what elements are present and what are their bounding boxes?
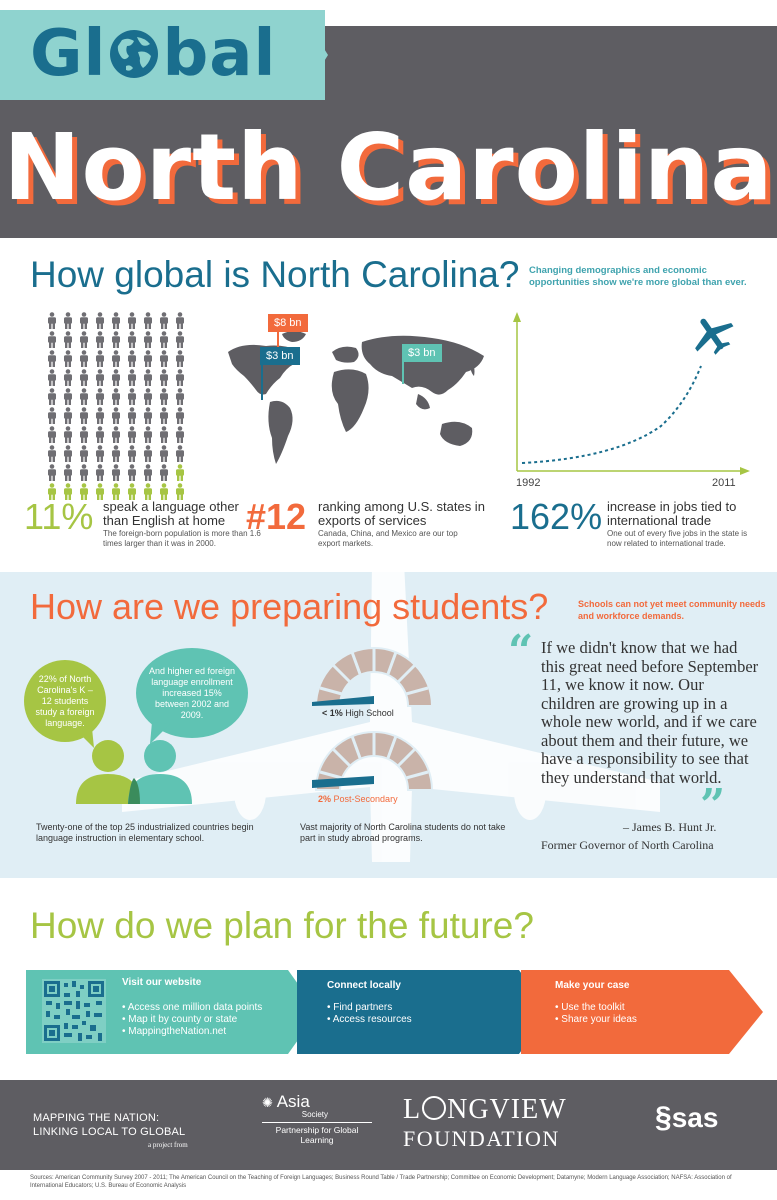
chart-trend-line: [522, 366, 701, 463]
person-icon: [78, 388, 90, 405]
stat-exports-note: Canada, China, and Mexico are our top export markets.: [318, 529, 458, 548]
person-icon: [126, 369, 138, 386]
global-suffix: bal: [162, 17, 277, 91]
person-icon: [142, 312, 154, 329]
sources-footnote: Sources: American Community Survey 2007 - 2011; The American Council on the Teaching of Foreign Languages; Business Round Table / Trade Partnership; Committee on Economic Development; Datamyne; Modern Language Association; NAFSA: Association of International Educators; U.S. Bureau of Economic Analysis: [30, 1175, 732, 1189]
person-icon: [94, 426, 106, 443]
person-icon: [46, 445, 58, 462]
section1-heading: How global is North Carolina?: [30, 254, 520, 295]
stat-jobs-note: One out of every five jobs in the state is now related to international trade.: [607, 529, 748, 548]
export-flag-3bn-asia: $3 bn: [402, 344, 442, 362]
chart-x-axis-arrow: [740, 467, 750, 475]
qr-code-icon[interactable]: [42, 979, 106, 1043]
gauge-post-secondary-value: 2%: [318, 794, 332, 804]
person-icon: [110, 407, 122, 424]
people-icon-grid: [46, 312, 196, 502]
person-icon: [126, 312, 138, 329]
step-case-list: [555, 1002, 637, 1026]
person-icon: [78, 426, 90, 443]
person-icon: [174, 388, 186, 405]
longview-logo: L NGVIEW: [403, 1094, 567, 1125]
airplane-icon: [684, 308, 741, 362]
close-quote-icon: ”: [700, 780, 726, 831]
person-icon: [142, 407, 154, 424]
person-icon: [158, 312, 170, 329]
person-icon: [62, 464, 74, 481]
person-icon: [174, 407, 186, 424]
person-icon: [110, 445, 122, 462]
person-icon: [62, 312, 74, 329]
person-icon: [158, 445, 170, 462]
person-icon: [126, 464, 138, 481]
person-icon: [94, 369, 106, 386]
person-icon: [158, 407, 170, 424]
export-flag-8bn: $8 bn: [268, 314, 308, 332]
person-icon: [158, 331, 170, 348]
gauge-high-school-icon: [304, 644, 444, 714]
mapping-the-nation-logo: [33, 1111, 185, 1139]
person-icon: [46, 407, 58, 424]
asia-society-logo: [262, 1093, 372, 1145]
person-icon: [174, 464, 186, 481]
person-icon: [62, 350, 74, 367]
person-icon: [126, 331, 138, 348]
quote-author: – James B. Hunt Jr.: [623, 820, 717, 834]
person-icon: [110, 312, 122, 329]
globe-icon: [108, 28, 160, 80]
section2-subheading: Schools can not yet meet community needs and workforce demands.: [578, 599, 766, 621]
global-wordmark: [30, 18, 276, 90]
sas-logo: [655, 1101, 718, 1135]
person-icon: [78, 312, 90, 329]
person-icon: [126, 426, 138, 443]
step-connect-title: Connect locally: [327, 980, 401, 991]
person-icon: [46, 388, 58, 405]
chart-y-axis-arrow: [513, 312, 521, 322]
person-icon: [78, 331, 90, 348]
person-icon: [158, 426, 170, 443]
students-pair-icon: [72, 738, 202, 804]
person-icon: [110, 388, 122, 405]
person-icon: [110, 350, 122, 367]
person-icon: [78, 445, 90, 462]
world-map: [222, 312, 494, 487]
person-icon: [62, 369, 74, 386]
caption-elementary-instruction: Twenty-one of the top 25 industrialized countries begin language instruction in elementary school.: [36, 822, 254, 843]
person-icon: [174, 426, 186, 443]
project-from-text: a project from: [148, 1141, 188, 1149]
person-icon: [46, 350, 58, 367]
person-icon: [94, 464, 106, 481]
person-icon: [62, 407, 74, 424]
person-icon: [110, 483, 122, 500]
person-icon: [142, 331, 154, 348]
mapping-line-2: LINKING LOCAL TO GLOBAL: [33, 1126, 186, 1138]
step-case-item: • Share your ideas: [555, 1014, 637, 1025]
stat-jobs-number: 162%: [510, 496, 603, 537]
chart-year-end: 2011: [712, 477, 736, 489]
step-website-item: • Access one million data points: [122, 1002, 263, 1013]
person-icon: [142, 464, 154, 481]
person-icon: [126, 388, 138, 405]
asia-society-word: Society: [301, 1110, 328, 1119]
step-website-item: • Map it by county or state: [122, 1014, 238, 1025]
longview-foundation: FOUNDATION: [403, 1126, 560, 1151]
step-connect-item: • Find partners: [327, 1002, 393, 1013]
person-icon: [158, 369, 170, 386]
person-icon: [110, 331, 122, 348]
person-icon: [158, 388, 170, 405]
export-flag-3bn-americas: $3 bn: [260, 347, 300, 365]
person-icon: [142, 483, 154, 500]
person-icon: [94, 483, 106, 500]
step-connect-list: [327, 1002, 412, 1026]
state-title: North Carolina: [3, 114, 774, 221]
gauge-high-school-label: [322, 708, 394, 718]
global-prefix: Gl: [30, 17, 107, 91]
person-icon: [94, 388, 106, 405]
section3-heading: How do we plan for the future?: [30, 905, 534, 946]
person-icon: [126, 483, 138, 500]
person-icon: [174, 331, 186, 348]
asia-society-partnership: Partnership for Global Learning: [262, 1122, 372, 1145]
gauge-post-secondary-caption: Post-Secondary: [333, 794, 398, 804]
person-icon: [46, 426, 58, 443]
step-case-item: • Use the toolkit: [555, 1002, 625, 1013]
asia-society-emblem-icon: ✺: [262, 1095, 273, 1110]
person-icon: [174, 483, 186, 500]
person-icon: [158, 350, 170, 367]
speech-bubble-higher-ed-text: And higher ed foreign language enrollment increased 15% between 2002 and 2009.: [148, 665, 236, 720]
person-icon: [46, 312, 58, 329]
person-icon: [46, 331, 58, 348]
speech-bubble-k12-text: 22% of North Carolina's K – 12 students study a foreign language.: [35, 673, 95, 728]
person-icon: [158, 464, 170, 481]
person-icon: [78, 369, 90, 386]
stat-jobs-title: increase in jobs tied to international trade: [607, 499, 737, 528]
person-icon: [158, 483, 170, 500]
gauge-high-school-value: < 1%: [322, 708, 343, 718]
person-icon: [78, 464, 90, 481]
person-icon: [62, 331, 74, 348]
person-icon: [110, 464, 122, 481]
open-quote-icon: “: [508, 626, 534, 677]
person-icon: [110, 426, 122, 443]
step-case-title: Make your case: [555, 980, 630, 991]
quote-author-role: Former Governor of North Carolina: [541, 838, 714, 852]
person-icon: [78, 407, 90, 424]
person-icon: [46, 369, 58, 386]
person-icon: [62, 426, 74, 443]
mapping-line-1: MAPPING THE NATION:: [33, 1112, 160, 1124]
person-icon: [174, 369, 186, 386]
person-icon: [142, 445, 154, 462]
sas-swirl-icon: §: [655, 1101, 672, 1134]
stat-language-title: speak a language other than English at home: [103, 499, 239, 528]
step-website-title: Visit our website: [122, 977, 202, 988]
person-icon: [126, 407, 138, 424]
step-website-link[interactable]: • MappingtheNation.net: [122, 1026, 227, 1037]
person-icon: [142, 350, 154, 367]
person-icon: [126, 445, 138, 462]
person-icon: [110, 369, 122, 386]
gauge-post-secondary-label: [318, 794, 398, 804]
person-icon: [46, 464, 58, 481]
person-icon: [174, 445, 186, 462]
sas-name: sas: [671, 1102, 719, 1133]
person-icon: [142, 426, 154, 443]
person-icon: [94, 331, 106, 348]
header-banner: [0, 0, 777, 238]
person-icon: [62, 445, 74, 462]
stat-exports-title: ranking among U.S. states in exports of services: [318, 499, 485, 528]
gauge-high-school-caption: High School: [345, 708, 394, 718]
person-icon: [126, 350, 138, 367]
gauge-post-secondary-icon: [304, 728, 444, 798]
person-icon: [174, 312, 186, 329]
section2-heading: How are we preparing students?: [30, 586, 549, 627]
caption-study-abroad: Vast majority of North Carolina students do not take part in study abroad programs.: [300, 822, 506, 843]
person-icon: [62, 388, 74, 405]
chart-year-start: 1992: [516, 477, 541, 489]
person-icon: [94, 312, 106, 329]
jobs-growth-chart: [506, 308, 751, 488]
section1-subheading: Changing demographics and economic opportunities show we're more global than ever.: [529, 265, 747, 288]
stat-language-note: The foreign-born population is more than 1.6 times larger than it was in 2000.: [103, 529, 261, 548]
governor-quote: If we didn't know that we had this great need before September 11, we know it now. Our children are growing up in a whole new world, and if we care about them and their future, we have a responsibility to see that they understand that world.: [541, 638, 759, 787]
person-icon: [142, 369, 154, 386]
person-icon: [174, 350, 186, 367]
global-ribbon-tail: [300, 10, 328, 100]
step-connect-item: • Access resources: [327, 1014, 412, 1025]
person-icon: [94, 407, 106, 424]
stat-language-number: 11%: [24, 496, 94, 537]
asia-society-name: ✺ Asia: [262, 1092, 310, 1111]
person-icon: [94, 445, 106, 462]
longview-sun-icon: [422, 1096, 446, 1120]
person-icon: [94, 350, 106, 367]
person-icon: [142, 388, 154, 405]
person-icon: [78, 350, 90, 367]
stat-exports-number: #12: [246, 496, 307, 537]
step-website-list: [122, 1002, 262, 1038]
